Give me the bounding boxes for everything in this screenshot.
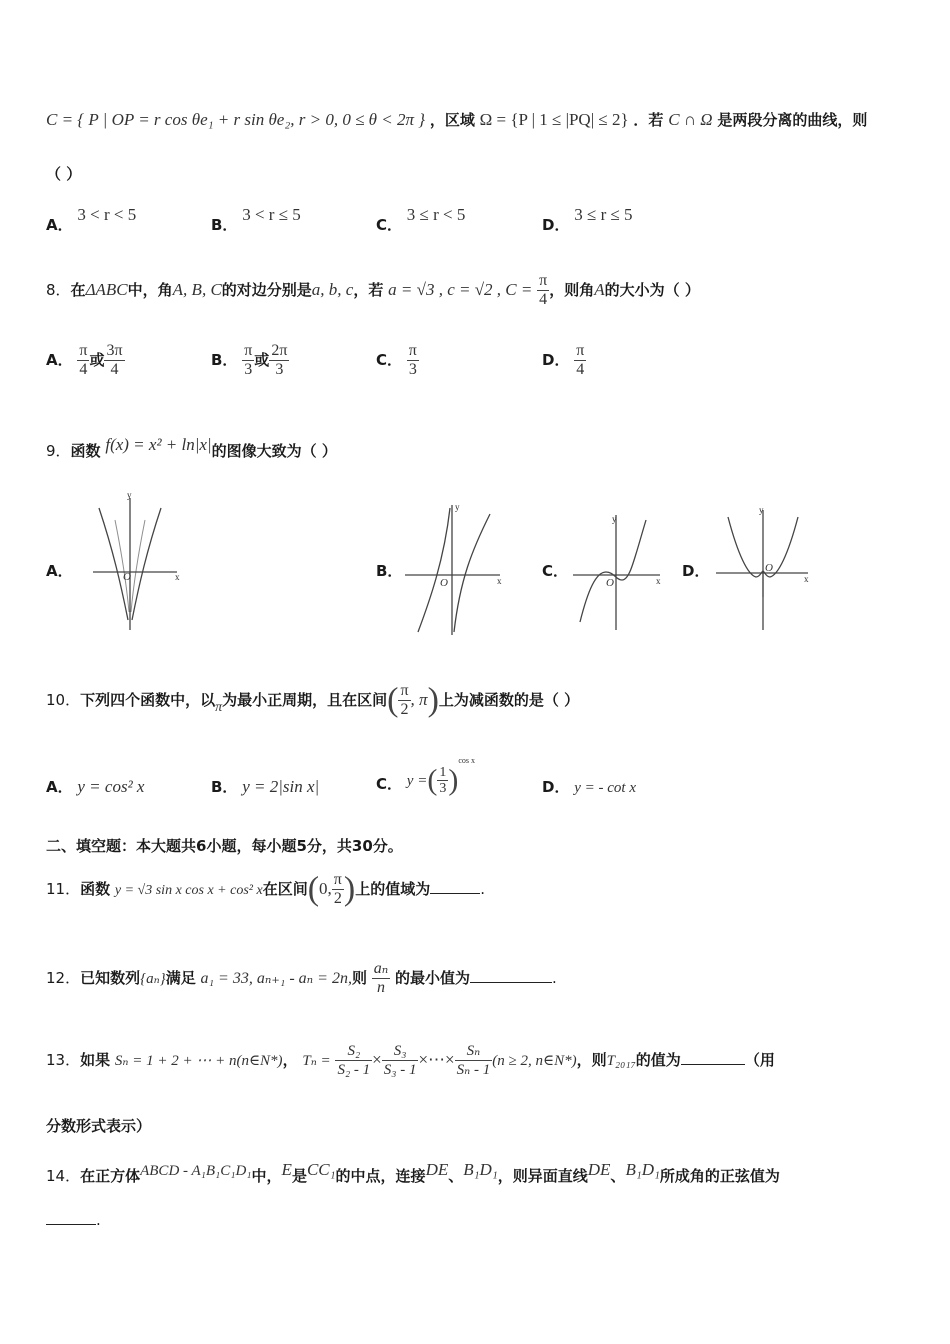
q7-answer-paren: （ ） [46,165,82,183]
q7-option-d[interactable]: D． 3 ≤ r ≤ 5 [542,205,633,234]
q9-graph-a[interactable] [85,490,215,640]
q7-option-c[interactable]: C． 3 ≤ r < 5 [376,205,466,234]
origin-label: O [123,571,131,583]
curve-left [418,508,450,632]
q8-option-b[interactable]: B． $\frac{\pi}{3}$ 或 $\frac{2\pi}{3}$ [211,342,288,378]
curve-right [132,508,161,620]
q9-graph-c[interactable] [568,510,668,635]
q8-condition-fraction: $\frac{\pi}{4}$ [539,272,548,308]
q10-option-d[interactable]: D． y = - cot x [542,778,636,796]
q8-option-c[interactable]: C． $\frac{\pi}{3}$ [376,342,417,378]
q14-answer-blank[interactable] [46,1224,96,1225]
q10-stem: 10．下列四个函数中，以π为最小正周期，且在区间( $\frac{\pi}{2}$ , π)上为减函数的是（ ） [46,681,580,719]
origin-label: O [440,577,448,589]
q7-line1: C = { P | OP = r cos θe₁ + r sin θe₂, r > 0, 0 ≤ θ < 2π } ，区域 Ω = {P | 1 ≤ |PQ| ≤ 2} ．若 C ∩ Ω 是两段分离的曲线，则 [46,110,868,129]
y-axis-label: y [455,502,460,512]
y-axis-label: y [127,490,132,500]
q12-stem: 12．已知数列{aₙ}满足 a₁ = 33, aₙ₊₁ - aₙ = 2n,则 $\frac{\text{aₙ}}{n}$ 的最小值为 . [46,960,557,996]
q9-option-a-label[interactable]: A． [46,562,73,580]
q9-function: f(x) = x² + ln|x| [105,435,212,454]
q13-line2: 分数形式表示） [46,1117,152,1135]
q9-graph-b[interactable] [400,500,510,640]
q14-answer-line: . [46,1210,101,1230]
q8-option-d[interactable]: D． $\frac{\pi}{4}$ [542,342,585,378]
curve-left [99,508,128,620]
q9-option-d-label[interactable]: D． [682,562,710,580]
y-axis-label: y [612,514,617,524]
q7-set-expression: C = { P | OP = r cos θe₁ + r sin θe₂, r > 0, 0 ≤ θ < 2π } [46,110,426,129]
x-axis-label: x [804,574,809,584]
q10-option-a[interactable]: A． y = cos² x [46,777,145,796]
q7-region: Ω = {P | 1 ≤ |PQ| ≤ 2} [479,110,629,129]
q11-answer-blank[interactable] [430,893,480,894]
q9-stem: 9．函数 f(x) = x² + ln|x|的图像大致为（ ） [46,435,337,460]
curve-right [454,514,490,632]
q13-answer-blank[interactable] [681,1064,745,1065]
q9-option-c-label[interactable]: C． [542,562,569,580]
q9-option-b-label[interactable]: B． [376,562,403,580]
q14-stem: 14．在正方体ABCD - A₁B₁C₁D₁中，E是CC₁的中点，连接DE、B₁D₁，则异面直线DE、B₁D₁所成角的正弦值为 [46,1160,780,1185]
q11-stem: 11．函数 y = √3 sin x cos x + cos² x在区间(0, $\frac{\pi}{2}$ )上的值域为 . [46,870,485,908]
q8-stem: 8．在ΔABC中，角A, B, C的对边分别是a, b, c，若 a = √3 , c = √2 , C = $\frac{\pi}{4}$ ，则角A的大小为（ ） [46,272,700,308]
q10-option-c[interactable]: C． y =( $\frac{1}{3}$ )$^{cos x}$ [376,756,475,797]
origin-label: O [606,577,614,589]
y-axis-label: y [759,505,764,515]
q9-graph-d[interactable] [708,505,818,635]
q8-option-a[interactable]: A． $\frac{\pi}{4}$ 或 $\frac{3\pi}{4}$ [46,342,123,378]
q8-condition: a = √3 , c = √2 , C = [388,280,533,299]
x-axis-label: x [175,572,180,582]
origin-label: O [765,562,773,574]
x-axis-label: x [656,576,661,586]
q12-answer-blank[interactable] [470,982,552,983]
section-2-heading: 二、填空题：本大题共6小题，每小题5分，共30分。 [46,837,403,855]
q7-option-b[interactable]: B． 3 < r ≤ 5 [211,205,301,234]
q7-option-a[interactable]: A． 3 < r < 5 [46,205,137,234]
q13-stem: 13．如果 Sₙ = 1 + 2 + ⋯ + n(n∈N*)， Tₙ = $\frac{\text{S₂}}{\text{S₂ - 1}}$ × $\frac{\text{S₃}}{\text{S₃ - 1}}$ ×⋯× $\frac{\text{Sₙ}}{\text{Sₙ - 1}}$ (n ≥ 2, n∈N*)，则T₂₀₁₇的值为 （用 [46,1043,775,1078]
curve [580,520,646,622]
q10-option-b[interactable]: B． y = 2|sin x| [211,777,320,796]
x-axis-label: x [497,576,502,586]
